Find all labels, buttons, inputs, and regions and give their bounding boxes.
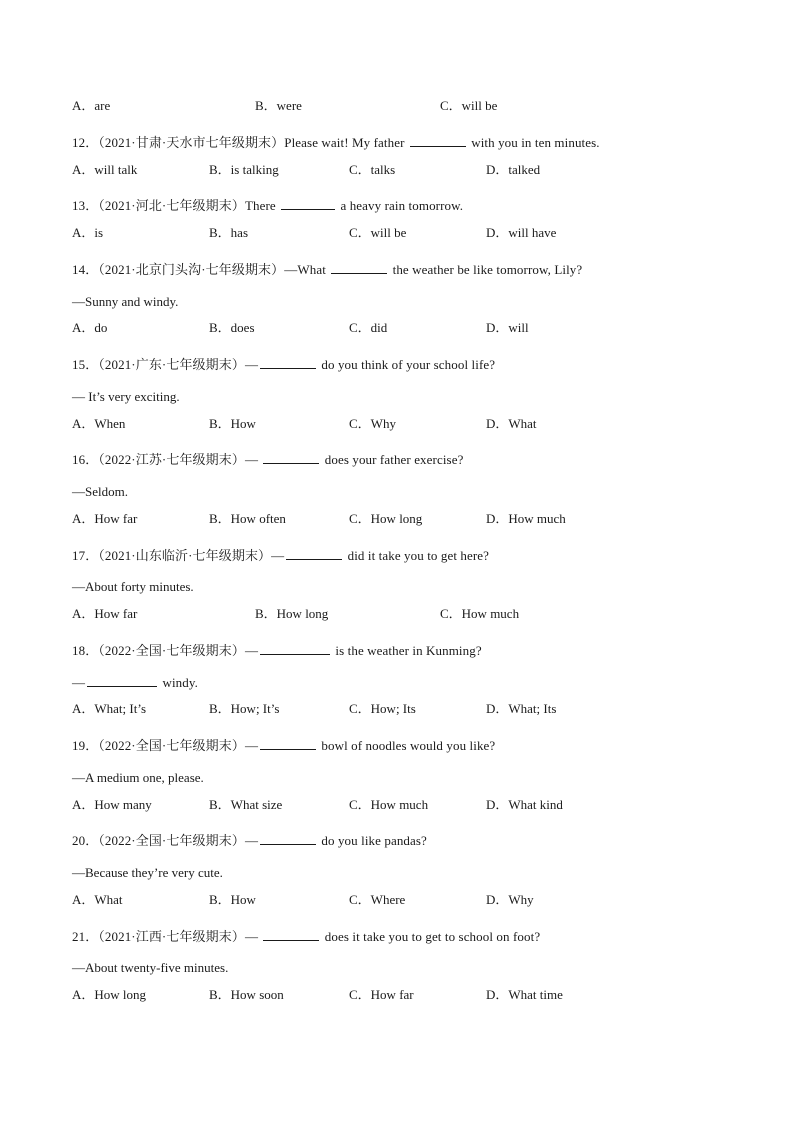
answer-options-row bbox=[72, 603, 732, 635]
answer-option: D．Why bbox=[486, 891, 534, 907]
answer-option: D．How much bbox=[486, 510, 566, 526]
answer-option: B．How bbox=[209, 415, 256, 431]
answer-option: D．What; Its bbox=[486, 701, 557, 717]
question-stem bbox=[72, 667, 732, 699]
answer-option: B．How often bbox=[209, 510, 286, 526]
question-stem bbox=[72, 730, 732, 762]
answer-blank bbox=[260, 353, 316, 369]
answer-option: C．Where bbox=[349, 891, 406, 907]
question-text: 17．（2021·山东临沂·七年级期末）— bbox=[72, 547, 285, 563]
question-stem bbox=[72, 444, 732, 476]
answer-options-row bbox=[72, 794, 732, 826]
answer-option: B．How long bbox=[255, 606, 329, 621]
dialogue-line: —Because they’re very cute. bbox=[72, 865, 223, 880]
answer-option: C．How much bbox=[440, 606, 520, 621]
answer-options-row bbox=[72, 222, 732, 254]
question-text: 13．（2021·河北·七年级期末）There bbox=[72, 198, 280, 214]
answer-option: B．How bbox=[209, 891, 256, 907]
answer-options-row bbox=[72, 889, 732, 921]
dialogue-line: —About twenty-five minutes. bbox=[72, 960, 229, 976]
answer-options-row bbox=[72, 317, 732, 349]
dialogue-line: —About forty minutes. bbox=[72, 579, 194, 595]
answer-option: A．How long bbox=[72, 987, 147, 1002]
question-text: 12．（2021·甘肃·天水市七年级期末）Please wait! My father bbox=[72, 134, 408, 150]
answer-options-row bbox=[72, 95, 732, 127]
answer-option: A．When bbox=[72, 415, 126, 431]
dialogue-line: —Seldom. bbox=[72, 484, 128, 499]
question-text: 16．（2022·江苏·七年级期末）— bbox=[72, 452, 262, 468]
answer-blank bbox=[263, 448, 319, 464]
answer-option: C．will be bbox=[349, 225, 407, 240]
answer-option: C．How far bbox=[349, 987, 414, 1002]
answer-blank bbox=[286, 544, 342, 560]
question-text: 18．（2022·全国·七年级期末）— bbox=[72, 642, 259, 658]
answer-option: D．will bbox=[486, 320, 529, 336]
answer-option: C．talks bbox=[349, 161, 396, 177]
question-text: do you like pandas? bbox=[318, 833, 427, 849]
answer-option: A．What bbox=[72, 891, 123, 907]
dialogue-line: —A medium one, please. bbox=[72, 769, 204, 785]
answer-option: D．talked bbox=[486, 161, 541, 177]
answer-option: A．are bbox=[72, 98, 111, 113]
answer-options-row bbox=[72, 984, 732, 1016]
answer-option: A．How many bbox=[72, 796, 152, 812]
answer-option: B．has bbox=[209, 225, 249, 240]
question-text: 21．（2021·江西·七年级期末）— bbox=[72, 928, 262, 944]
answer-options-row bbox=[72, 159, 732, 191]
dialogue-line: — It’s very exciting. bbox=[72, 388, 180, 404]
answer-option: C．How; Its bbox=[349, 701, 416, 717]
answer-blank bbox=[281, 194, 335, 210]
question-text: 15．（2021·广东·七年级期末）— bbox=[72, 357, 259, 372]
answer-option: C．did bbox=[349, 320, 388, 336]
answer-option: D．What time bbox=[486, 987, 563, 1002]
answer-options-row bbox=[72, 698, 732, 730]
answer-option: D．will have bbox=[486, 225, 557, 240]
question-text: do you think of your school life? bbox=[318, 357, 496, 372]
answer-options-row bbox=[72, 413, 732, 445]
answer-blank bbox=[263, 925, 319, 941]
answer-blank bbox=[260, 639, 330, 655]
worksheet-page bbox=[72, 95, 732, 1016]
answer-option: A．How far bbox=[72, 606, 138, 621]
question-stem bbox=[72, 825, 732, 857]
answer-blank bbox=[260, 829, 316, 845]
question-text: bowl of noodles would you like? bbox=[318, 738, 496, 753]
answer-blank bbox=[331, 258, 387, 274]
answer-option: D．What bbox=[486, 415, 537, 431]
answer-option: A．is bbox=[72, 225, 104, 240]
question-text: is the weather in Kunming? bbox=[332, 642, 482, 658]
answer-options-row bbox=[72, 508, 732, 540]
question-text: the weather be like tomorrow, Lily? bbox=[389, 261, 583, 277]
answer-option: C．How long bbox=[349, 510, 423, 526]
question-stem bbox=[72, 921, 732, 953]
question-text: 20．（2022·全国·七年级期末）— bbox=[72, 833, 259, 849]
question-text: does your father exercise? bbox=[321, 452, 464, 468]
question-stem bbox=[72, 635, 732, 667]
question-stem bbox=[72, 190, 732, 222]
answer-blank bbox=[410, 131, 466, 147]
answer-option: A．What; It’s bbox=[72, 701, 147, 717]
question-text: does it take you to get to school on foot? bbox=[321, 928, 541, 944]
question-stem bbox=[72, 127, 732, 159]
answer-option: B．How; It’s bbox=[209, 701, 280, 717]
question-text: with you in ten minutes. bbox=[467, 134, 600, 150]
answer-blank bbox=[87, 671, 157, 687]
dialogue-line: —Sunny and windy. bbox=[72, 293, 179, 309]
question-stem bbox=[72, 540, 732, 572]
answer-blank bbox=[260, 734, 316, 750]
question-text: did it take you to get here? bbox=[344, 547, 490, 563]
answer-option: B．What size bbox=[209, 796, 283, 812]
question-text: — bbox=[72, 674, 86, 690]
answer-option: A．How far bbox=[72, 510, 138, 526]
answer-option: B．were bbox=[255, 98, 302, 113]
answer-option: C．will be bbox=[440, 98, 498, 113]
answer-option: A．will talk bbox=[72, 161, 138, 177]
question-text: 19．（2022·全国·七年级期末）— bbox=[72, 738, 259, 753]
answer-option: A．do bbox=[72, 320, 108, 336]
answer-option: B．does bbox=[209, 320, 255, 336]
answer-option: B．How soon bbox=[209, 987, 284, 1002]
answer-option: D．What kind bbox=[486, 796, 563, 812]
question-stem bbox=[72, 254, 732, 286]
answer-option: C．Why bbox=[349, 415, 396, 431]
question-stem bbox=[72, 349, 732, 381]
answer-option: B．is talking bbox=[209, 161, 279, 177]
question-text: 14．（2021·北京门头沟·七年级期末）—What bbox=[72, 261, 330, 277]
question-text: windy. bbox=[159, 674, 198, 690]
question-text: a heavy rain tomorrow. bbox=[337, 198, 464, 214]
answer-option: C．How much bbox=[349, 796, 429, 812]
